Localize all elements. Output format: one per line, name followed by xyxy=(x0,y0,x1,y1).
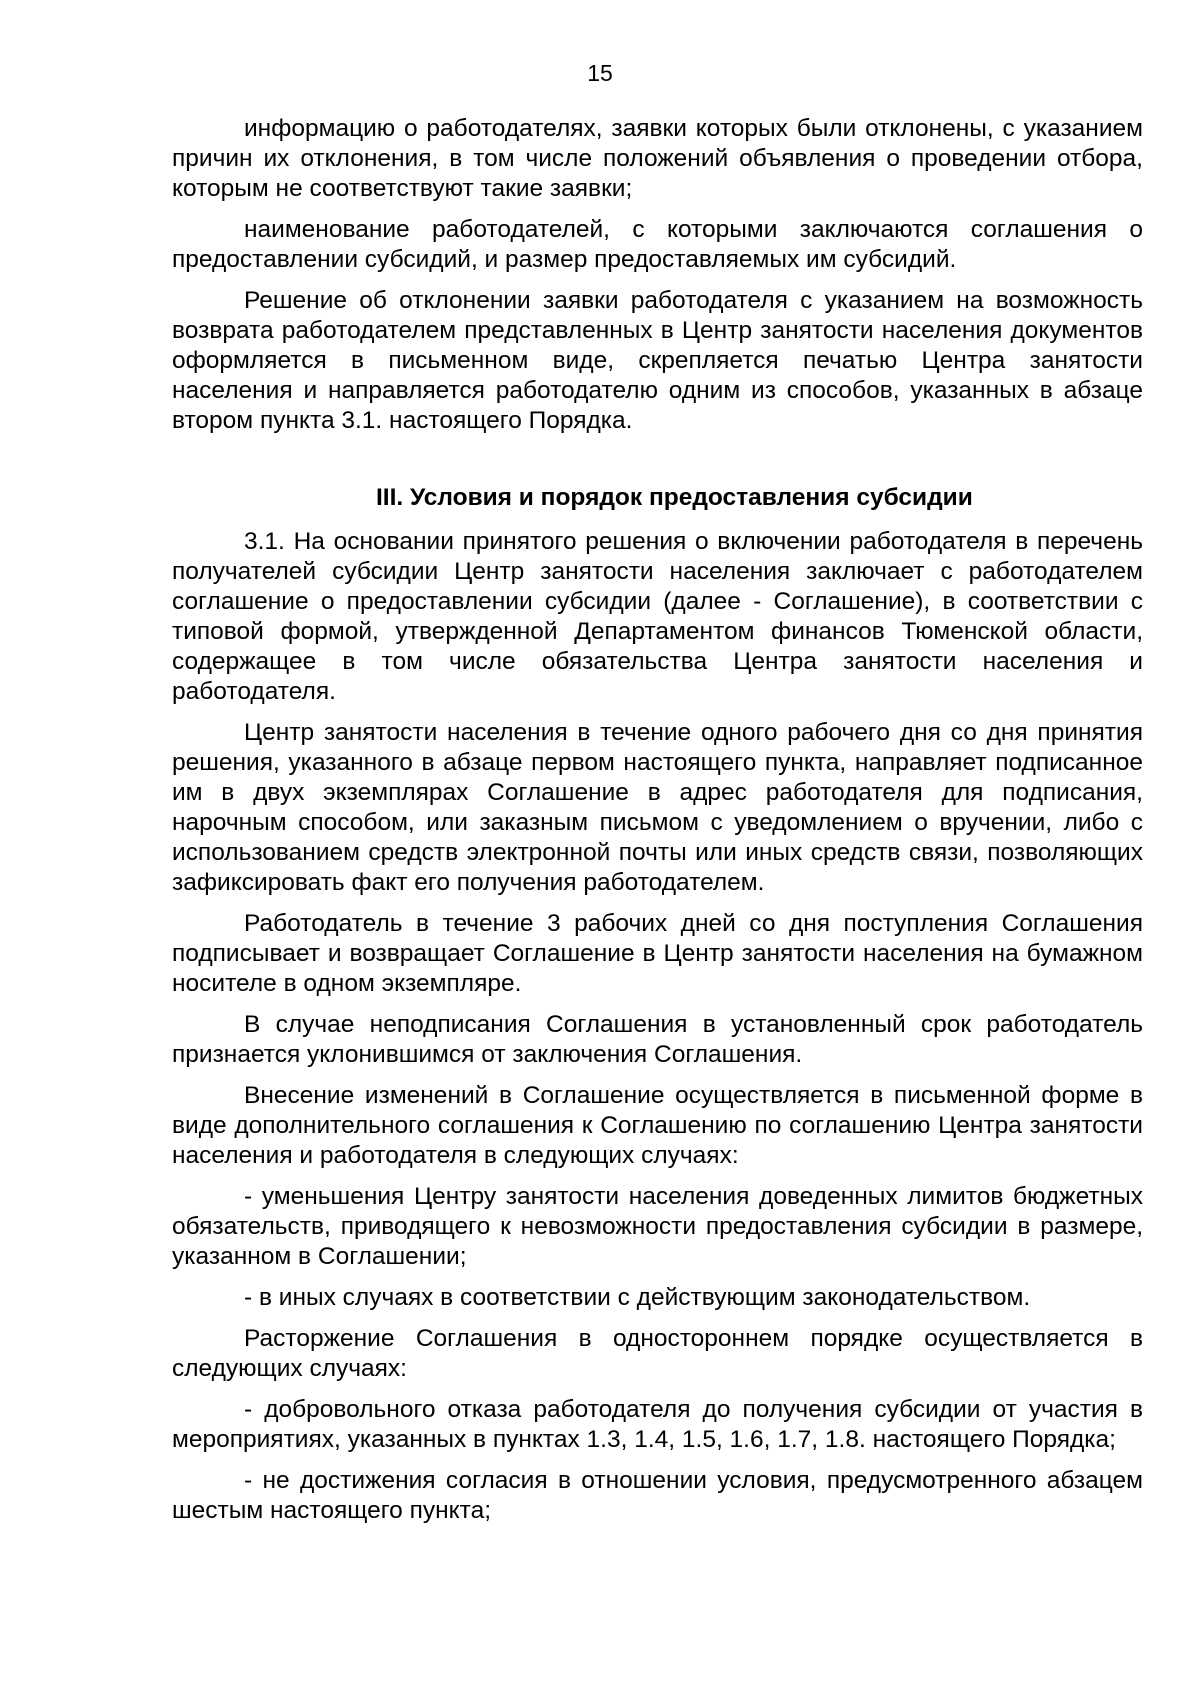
page-number: 15 xyxy=(587,60,613,86)
paragraph-termination: Расторжение Соглашения в одностороннем порядке осуществляется в следующих случаях: xyxy=(172,1325,1143,1382)
document-body xyxy=(172,114,1143,1537)
list-item-other-cases: - в иных случаях в соответствии с действующим законодательством. xyxy=(244,1284,1031,1311)
paragraph-agreement-signing: Работодатель в течение 3 рабочих дней со дня поступления Соглашения подписывает и возвращает Соглашение в Центр занятости населения на бумажном носителе в одном экземпляре. xyxy=(172,910,1143,997)
paragraph-amendments: Внесение изменений в Соглашение осуществляется в письменной форме в виде дополнительного соглашения к Соглашению по соглашению Центра занятости населения и работодателя в следующих случаях: xyxy=(172,1082,1143,1169)
paragraph-3-1-agreement: 3.1. На основании принятого решения о включении работодателя в перечень получателей субсидии Центр занятости населения заключает с работодателем соглашение о предоставлении субсидии (далее - Соглашение), в соответствии с типовой формой, утвержденной Департаментом финансов Тюменской области, содержащее в том числе обязательства Центра занятости населения и работодателя. xyxy=(172,528,1143,705)
paragraph-non-signing: В случае неподписания Соглашения в установленный срок работодатель признается уклонившимся от заключения Соглашения. xyxy=(172,1011,1143,1068)
paragraph-employers-names: наименование работодателей, с которыми заключаются соглашения о предоставлении субсидий, и размер предоставляемых им субсидий. xyxy=(172,216,1143,273)
list-item-no-agreement: - не достижения согласия в отношении условия, предусмотренного абзацем шестым настоящего пункта; xyxy=(172,1467,1143,1524)
paragraph-rejected-employers-info: информацию о работодателях, заявки которых были отклонены, с указанием причин их отклонения, в том числе положений объявления о проведении отбора, которым не соответствуют такие заявки; xyxy=(172,115,1143,202)
list-item-limits-reduction: - уменьшения Центру занятости населения доведенных лимитов бюджетных обязательств, приводящего к невозможности предоставления субсидии в размере, указанном в Соглашении; xyxy=(172,1183,1143,1270)
paragraph-rejection-decision: Решение об отклонении заявки работодателя с указанием на возможность возврата работодателем представленных в Центр занятости населения документов оформляется в письменном виде, скрепляется печатью Центра занятости населения и направляется работодателю одним из способов, указанных в абзаце втором пункта 3.1. настоящего Порядка. xyxy=(172,287,1143,434)
list-item-voluntary-refusal: - добровольного отказа работодателя до получения субсидии от участия в мероприятиях, указанных в пунктах 1.3, 1.4, 1.5, 1.6, 1.7, 1.8. настоящего Порядка; xyxy=(172,1396,1143,1453)
paragraph-agreement-sending: Центр занятости населения в течение одного рабочего дня со дня принятия решения, указанного в абзаце первом настоящего пункта, направляет подписанное им в двух экземплярах Соглашение в адрес работодателя для подписания, нарочным способом, или заказным письмом с уведомлением о вручении, либо с использованием средств электронной почты или иных средств связи, позволяющих зафиксировать факт его получения работодателем. xyxy=(172,719,1143,896)
section-heading: III. Условия и порядок предоставления субсидии xyxy=(376,484,973,511)
